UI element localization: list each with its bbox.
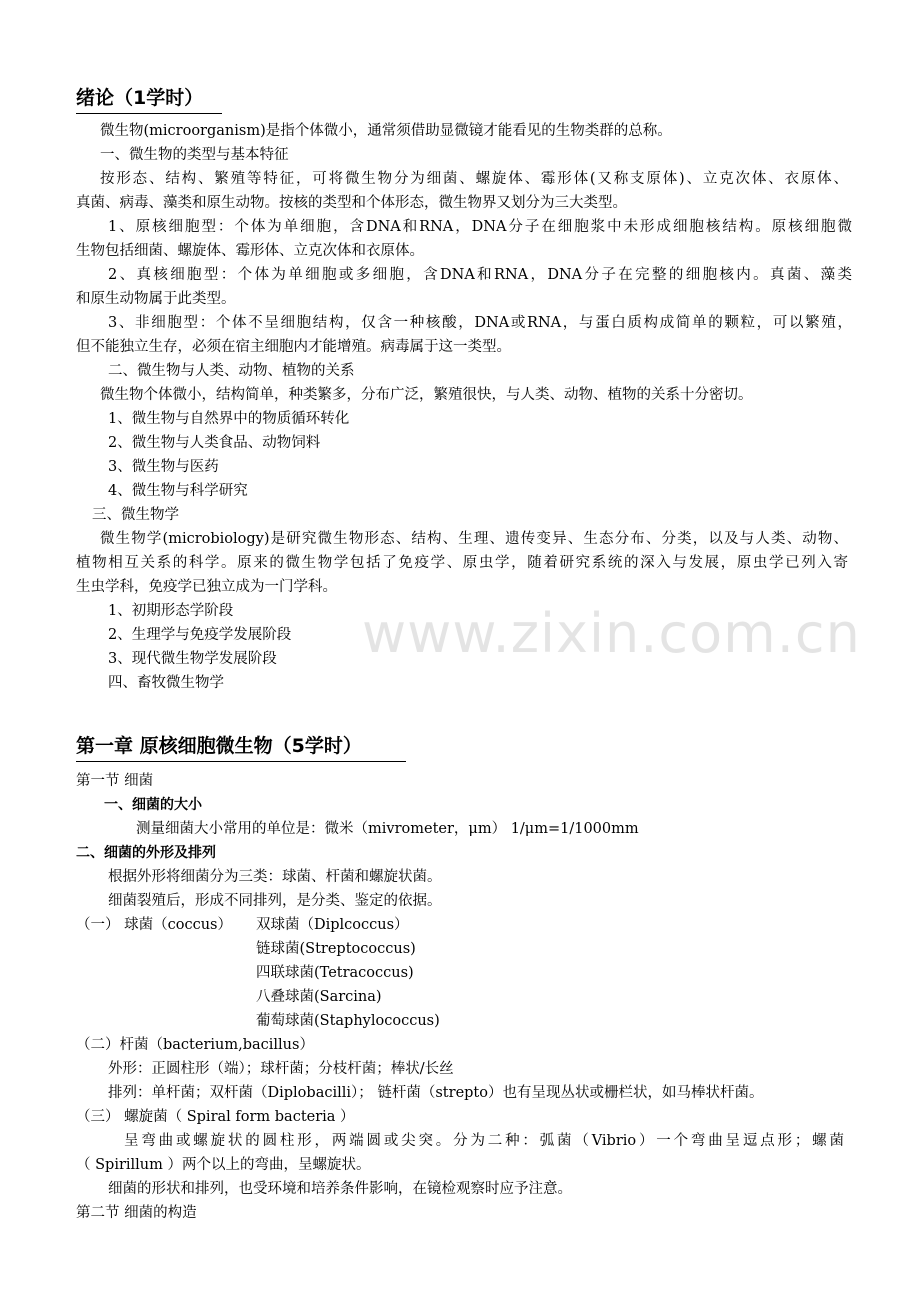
chapter-title [76, 733, 362, 759]
coccus-type: 八叠球菌(Sarcina) [256, 989, 382, 1005]
spiral-label: （三） 螺旋菌（ Spiral form bacteria ） [76, 1109, 355, 1125]
relations-item: 2、微生物与人类食品、动物饲料 [108, 435, 321, 451]
microbiology-stage: 3、现代微生物学发展阶段 [108, 651, 277, 667]
types-paragraph-line2: 真菌、病毒、藻类和原生动物。按核的类型和个体形态，微生物界又划分为三大类型。 [76, 195, 627, 211]
types-paragraph-line1: 按形态、结构、繁殖等特征，可将微生物分为细菌、螺旋体、霉形体(又称支原体)、立克次体、衣原体、 [100, 171, 848, 187]
section2-title: 第二节 细菌的构造 [76, 1205, 197, 1221]
title-underline [76, 761, 406, 763]
microbiology-line3: 生虫学科，免疫学已独立成为一门学科。 [76, 579, 337, 595]
section-heading-animal: 四、畜牧微生物学 [108, 675, 224, 691]
eukaryote-line2: 和原生动物属于此类型。 [76, 291, 236, 307]
intro-title [76, 85, 203, 111]
title-underline [76, 113, 222, 115]
bacillus-arrangement: 排列：单杆菌；双杆菌（Diplobacilli）； 链杆菌（strepto）也有呈现丛状或栅栏状，如马棒状杆菌。 [108, 1085, 764, 1101]
watermark: www.zixin.com.cn [362, 602, 861, 665]
bacillus-shape: 外形：正圆柱形（端）；球杆菌；分枝杆菌；棒状/长丝 [108, 1061, 454, 1077]
size-text: 测量细菌大小常用的单位是：微米（mivrometer，μm） 1/μm=1/1000mm [136, 821, 639, 837]
eukaryote-line1: 2、真核细胞型：个体为单细胞或多细胞，含DNA和RNA，DNA分子在完整的细胞核内。真菌、藻类 [108, 267, 852, 283]
prokaryote-line2: 生物包括细菌、螺旋体、霉形体、立克次体和衣原体。 [76, 243, 424, 259]
acellular-line1: 3、非细胞型：个体不呈细胞结构，仅含一种核酸，DNA或RNA，与蛋白质构成简单的颗粒，可以繁殖， [108, 315, 852, 331]
shape-paragraph: 细菌裂殖后，形成不同排列，是分类、鉴定的依据。 [108, 893, 442, 909]
size-heading: 一、细菌的大小 [104, 797, 202, 813]
spiral-line2: （ Spirillum ）两个以上的弯曲，呈螺旋状。 [76, 1157, 371, 1173]
bacillus-label: （二）杆菌（bacterium,bacillus） [76, 1037, 314, 1053]
relations-item: 1、微生物与自然界中的物质循环转化 [108, 411, 350, 427]
section-heading-microbiology: 三、微生物学 [92, 507, 179, 523]
microbiology-stage: 1、初期形态学阶段 [108, 603, 234, 619]
coccus-type: 链球菌(Streptococcus) [256, 941, 416, 957]
intro-paragraph: 微生物(microorganism)是指个体微小，通常须借助显微镜才能看见的生物类群的总称。 [100, 123, 672, 139]
prokaryote-line1: 1、原核细胞型：个体为单细胞，含DNA和RNA，DNA分子在细胞浆中未形成细胞核结构。原核细胞微 [108, 219, 852, 235]
section1-title: 第一节 细菌 [76, 773, 154, 789]
coccus-label: （一） 球菌（coccus） [76, 917, 232, 933]
section-heading-relations: 二、微生物与人类、动物、植物的关系 [108, 363, 355, 379]
note-paragraph: 细菌的形状和排列，也受环境和培养条件影响，在镜检观察时应予注意。 [108, 1181, 572, 1197]
microbiology-line2: 植物相互关系的科学。原来的微生物学包括了免疫学、原虫学，随着研究系统的深入与发展，原虫学已列入寄 [76, 555, 848, 571]
acellular-line2: 但不能独立生存，必须在宿主细胞内才能增殖。病毒属于这一类型。 [76, 339, 511, 355]
coccus-type: 双球菌（Diplcoccus） [256, 917, 409, 933]
relations-item: 3、微生物与医药 [108, 459, 219, 475]
coccus-type: 葡萄球菌(Staphylococcus) [256, 1013, 440, 1029]
relations-item: 4、微生物与科学研究 [108, 483, 248, 499]
intro-title-text: 绪论（1学时） [76, 87, 204, 109]
shape-heading: 二、细菌的外形及排列 [76, 845, 216, 861]
spiral-line1: 呈弯曲或螺旋状的圆柱形，两端圆或尖突。分为二种：弧菌（Vibrio）一个弯曲呈逗点形；螺菌 [124, 1133, 844, 1149]
section-heading-types: 一、微生物的类型与基本特征 [100, 147, 289, 163]
coccus-type: 四联球菌(Tetracoccus) [256, 965, 414, 981]
chapter-title-text: 第一章 原核细胞微生物（5学时） [76, 735, 362, 757]
relations-paragraph: 微生物个体微小，结构简单，种类繁多，分布广泛，繁殖很快，与人类、动物、植物的关系十分密切。 [100, 387, 753, 403]
microbiology-line1: 微生物学(microbiology)是研究微生物形态、结构、生理、遗传变异、生态分布、分类，以及与人类、动物、 [100, 531, 848, 547]
shape-paragraph: 根据外形将细菌分为三类：球菌、杆菌和螺旋状菌。 [108, 869, 442, 885]
microbiology-stage: 2、生理学与免疫学发展阶段 [108, 627, 292, 643]
